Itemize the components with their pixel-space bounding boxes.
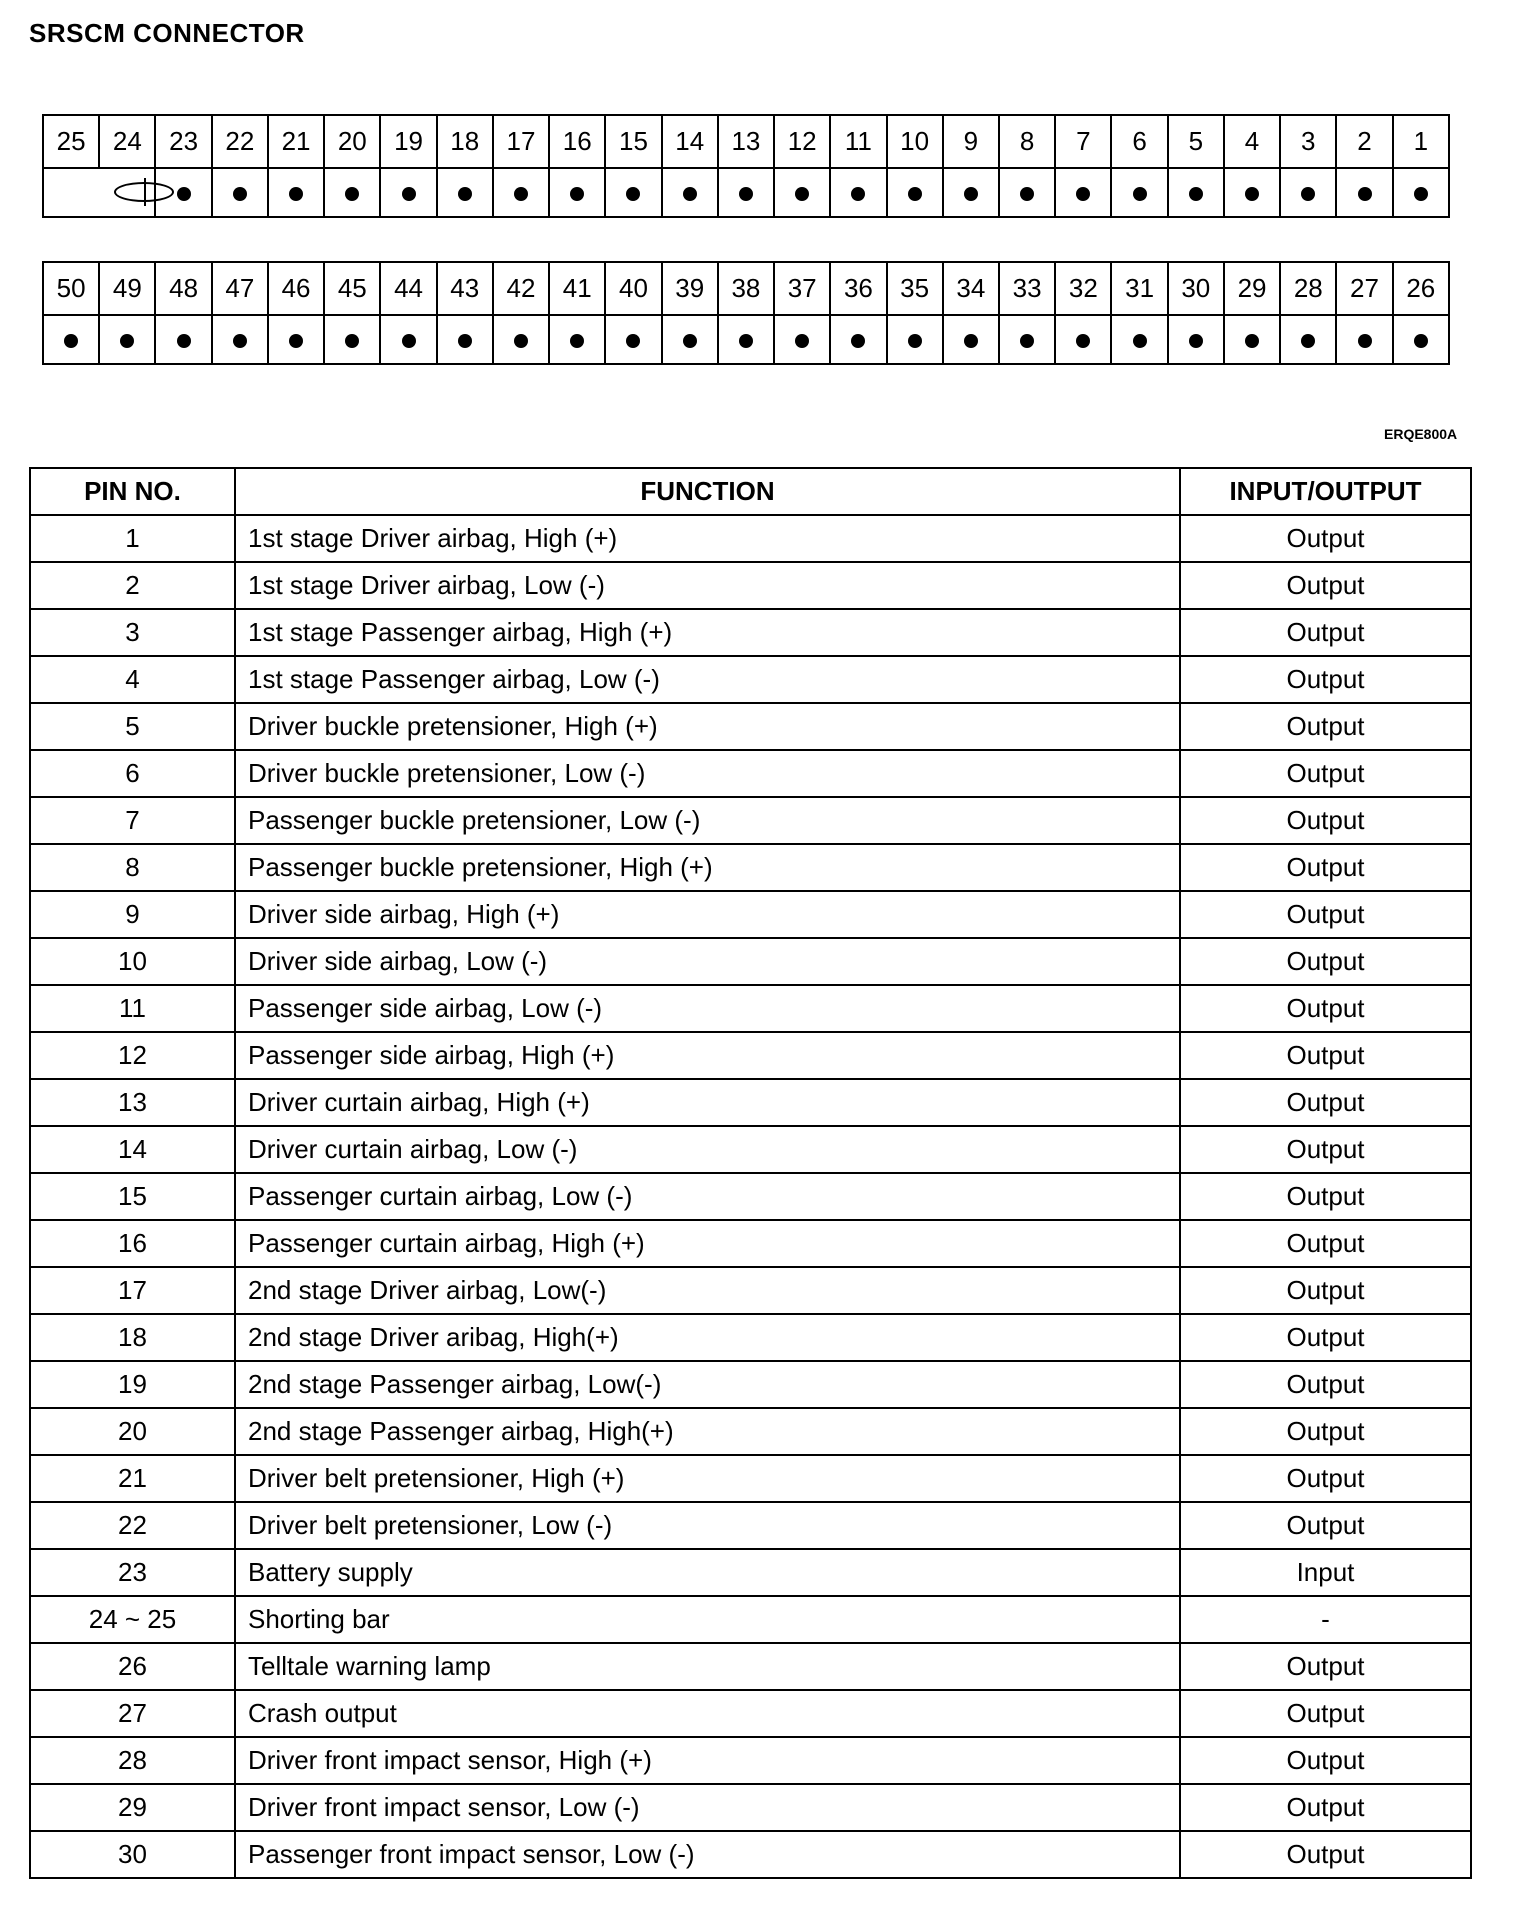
table-row [30, 1408, 1471, 1455]
input-output-cell: Output [1180, 1314, 1471, 1361]
pin-terminal [1393, 315, 1449, 364]
connector-row-2 [42, 261, 1450, 365]
table-row [30, 797, 1471, 844]
function-cell: 2nd stage Driver airbag, Low(-) [235, 1267, 1180, 1314]
connector-pin-number: 33 [999, 262, 1055, 315]
pin-number-cell: 30 [30, 1831, 235, 1878]
connector-pin-number: 22 [212, 115, 268, 168]
function-cell: Driver buckle pretensioner, High (+) [235, 703, 1180, 750]
pin-dot-icon [1189, 187, 1203, 201]
pin-terminal [212, 168, 268, 217]
pin-terminal [324, 315, 380, 364]
input-output-cell: Output [1180, 656, 1471, 703]
pin-dot-icon [964, 334, 978, 348]
pin-terminal [605, 315, 661, 364]
pin-number-cell: 13 [30, 1079, 235, 1126]
connector-pin-number: 48 [155, 262, 211, 315]
pin-dot-icon [120, 334, 134, 348]
function-cell: 1st stage Driver airbag, Low (-) [235, 562, 1180, 609]
connector-pin-number: 17 [493, 115, 549, 168]
pin-dot-icon [851, 187, 865, 201]
function-header: FUNCTION [235, 468, 1180, 515]
input-output-cell: Output [1180, 1502, 1471, 1549]
pin-dot-icon [1245, 187, 1259, 201]
connector-row-1 [42, 114, 1450, 218]
table-row [30, 703, 1471, 750]
pin-terminal [774, 315, 830, 364]
function-cell: Telltale warning lamp [235, 1643, 1180, 1690]
pin-dot-icon [795, 334, 809, 348]
input-output-cell: Output [1180, 1267, 1471, 1314]
table-row [30, 1126, 1471, 1173]
connector-pin-number: 24 [99, 115, 155, 168]
input-output-cell: Output [1180, 1361, 1471, 1408]
input-output-cell: Output [1180, 1784, 1471, 1831]
connector-pin-number: 15 [605, 115, 661, 168]
table-row [30, 1079, 1471, 1126]
input-output-cell: Output [1180, 515, 1471, 562]
input-output-cell: Output [1180, 1032, 1471, 1079]
connector-pin-number: 38 [718, 262, 774, 315]
input-output-cell: Output [1180, 1079, 1471, 1126]
function-cell: Driver curtain airbag, Low (-) [235, 1126, 1180, 1173]
pin-dot-icon [739, 334, 753, 348]
connector-pin-number: 41 [549, 262, 605, 315]
pin-number-cell: 14 [30, 1126, 235, 1173]
input-output-cell: Output [1180, 1831, 1471, 1878]
function-cell: 2nd stage Driver aribag, High(+) [235, 1314, 1180, 1361]
pin-number-cell: 28 [30, 1737, 235, 1784]
pin-terminal [212, 315, 268, 364]
table-row [30, 938, 1471, 985]
pin-dot-icon [1358, 187, 1372, 201]
pin-terminal [1168, 315, 1224, 364]
connector-pin-number: 46 [268, 262, 324, 315]
connector-pin-number: 21 [268, 115, 324, 168]
connector-pin-number: 25 [43, 115, 99, 168]
connector-pin-numbers [43, 262, 1449, 315]
pin-terminal [1111, 168, 1167, 217]
pin-number-cell: 3 [30, 609, 235, 656]
pin-dot-icon [851, 334, 865, 348]
function-cell: Passenger front impact sensor, Low (-) [235, 1831, 1180, 1878]
pin-terminal [830, 315, 886, 364]
function-cell: 2nd stage Passenger airbag, High(+) [235, 1408, 1180, 1455]
pin-terminal [324, 168, 380, 217]
input-output-cell: Input [1180, 1549, 1471, 1596]
pin-number-cell: 16 [30, 1220, 235, 1267]
pin-dot-icon [964, 187, 978, 201]
table-row [30, 1690, 1471, 1737]
connector-pin-number: 26 [1393, 262, 1449, 315]
pin-terminal [887, 168, 943, 217]
connector-pin-number: 6 [1111, 115, 1167, 168]
connector-pin-number: 19 [380, 115, 436, 168]
table-row [30, 1267, 1471, 1314]
function-cell: Driver side airbag, High (+) [235, 891, 1180, 938]
table-row [30, 1596, 1471, 1643]
function-cell: 2nd stage Passenger airbag, Low(-) [235, 1361, 1180, 1408]
input-output-cell: Output [1180, 562, 1471, 609]
pin-terminal [1224, 315, 1280, 364]
input-output-cell: Output [1180, 750, 1471, 797]
pin-dot-icon [739, 187, 753, 201]
table-row [30, 562, 1471, 609]
function-cell: Driver belt pretensioner, High (+) [235, 1455, 1180, 1502]
pin-dot-icon [683, 334, 697, 348]
input-output-cell: Output [1180, 1173, 1471, 1220]
connector-pin-number: 40 [605, 262, 661, 315]
input-output-cell: Output [1180, 1126, 1471, 1173]
table-row [30, 1643, 1471, 1690]
pin-terminal [999, 315, 1055, 364]
pin-dot-icon [1414, 334, 1428, 348]
pin-terminal [1280, 168, 1336, 217]
function-cell: Passenger curtain airbag, Low (-) [235, 1173, 1180, 1220]
input-output-cell: Output [1180, 1408, 1471, 1455]
input-output-cell: Output [1180, 1220, 1471, 1267]
pin-terminal [268, 168, 324, 217]
pin-dot-icon [1301, 187, 1315, 201]
input-output-cell: Output [1180, 1643, 1471, 1690]
pin-dot-icon [1133, 187, 1147, 201]
connector-pin-number: 30 [1168, 262, 1224, 315]
pin-function-table [29, 467, 1472, 1879]
table-row [30, 1361, 1471, 1408]
pin-terminal [437, 315, 493, 364]
table-row [30, 1737, 1471, 1784]
table-row [30, 750, 1471, 797]
pin-terminal [887, 315, 943, 364]
function-cell: 1st stage Passenger airbag, Low (-) [235, 656, 1180, 703]
connector-pin-terminals [43, 315, 1449, 364]
pin-number-cell: 6 [30, 750, 235, 797]
pin-dot-icon [626, 187, 640, 201]
pin-number-cell: 7 [30, 797, 235, 844]
connector-pin-number: 1 [1393, 115, 1449, 168]
pin-dot-icon [289, 334, 303, 348]
pin-number-cell: 1 [30, 515, 235, 562]
pin-terminal [774, 168, 830, 217]
pin-number-cell: 27 [30, 1690, 235, 1737]
connector-pin-number: 14 [662, 115, 718, 168]
pin-terminal [662, 168, 718, 217]
function-cell: Passenger curtain airbag, High (+) [235, 1220, 1180, 1267]
pin-dot-icon [458, 334, 472, 348]
input-output-cell: Output [1180, 891, 1471, 938]
connector-pin-number: 23 [155, 115, 211, 168]
pin-number-cell: 23 [30, 1549, 235, 1596]
connector-pin-number: 27 [1336, 262, 1392, 315]
function-cell: Passenger buckle pretensioner, High (+) [235, 844, 1180, 891]
connector-pin-number: 8 [999, 115, 1055, 168]
pin-terminal [549, 168, 605, 217]
pin-dot-icon [402, 334, 416, 348]
table-row [30, 891, 1471, 938]
pin-terminal [943, 315, 999, 364]
pin-dot-icon [514, 187, 528, 201]
pin-number-cell: 10 [30, 938, 235, 985]
connector-pin-number: 49 [99, 262, 155, 315]
connector-pin-number: 35 [887, 262, 943, 315]
pin-terminal [605, 168, 661, 217]
connector-pin-number: 11 [830, 115, 886, 168]
function-cell: Shorting bar [235, 1596, 1180, 1643]
function-cell: Battery supply [235, 1549, 1180, 1596]
function-cell: Driver side airbag, Low (-) [235, 938, 1180, 985]
connector-pin-number: 50 [43, 262, 99, 315]
pin-number-cell: 4 [30, 656, 235, 703]
input-output-header: INPUT/OUTPUT [1180, 468, 1471, 515]
input-output-cell: Output [1180, 1737, 1471, 1784]
pin-terminal [1393, 168, 1449, 217]
input-output-cell: Output [1180, 703, 1471, 750]
connector-pin-number: 45 [324, 262, 380, 315]
pin-terminal [380, 168, 436, 217]
connector-pin-number: 7 [1055, 115, 1111, 168]
pin-terminal [1336, 168, 1392, 217]
connector-pin-number: 13 [718, 115, 774, 168]
table-row [30, 1502, 1471, 1549]
pin-dot-icon [683, 187, 697, 201]
function-cell: Driver belt pretensioner, Low (-) [235, 1502, 1180, 1549]
connector-pin-number: 9 [943, 115, 999, 168]
pin-number-cell: 29 [30, 1784, 235, 1831]
pin-number-cell: 24 ~ 25 [30, 1596, 235, 1643]
connector-pin-number: 18 [437, 115, 493, 168]
pin-terminal [493, 168, 549, 217]
table-row [30, 515, 1471, 562]
connector-pin-terminals [43, 168, 1449, 217]
pin-dot-icon [514, 334, 528, 348]
pin-number-cell: 21 [30, 1455, 235, 1502]
pin-terminal [1055, 168, 1111, 217]
table-row [30, 656, 1471, 703]
pin-terminal [268, 315, 324, 364]
pin-dot-icon [795, 187, 809, 201]
function-cell: Driver front impact sensor, High (+) [235, 1737, 1180, 1784]
table-header-row [30, 468, 1471, 515]
pin-terminal [1111, 315, 1167, 364]
pin-dot-icon [1020, 187, 1034, 201]
connector-pin-number: 5 [1168, 115, 1224, 168]
pin-number-cell: 26 [30, 1643, 235, 1690]
shorting-bar-terminal [43, 168, 155, 217]
pin-terminal [1280, 315, 1336, 364]
table-row [30, 1032, 1471, 1079]
table-row [30, 1831, 1471, 1878]
pin-terminal [549, 315, 605, 364]
function-cell: Driver curtain airbag, High (+) [235, 1079, 1180, 1126]
pin-terminal [1336, 315, 1392, 364]
pin-dot-icon [345, 334, 359, 348]
pin-terminal [662, 315, 718, 364]
pin-dot-icon [345, 187, 359, 201]
input-output-cell: - [1180, 1596, 1471, 1643]
connector-pin-number: 28 [1280, 262, 1336, 315]
pin-terminal [43, 315, 99, 364]
pin-number-cell: 20 [30, 1408, 235, 1455]
input-output-cell: Output [1180, 985, 1471, 1032]
connector-pin-number: 37 [774, 262, 830, 315]
connector-pin-number: 31 [1111, 262, 1167, 315]
connector-pin-number: 43 [437, 262, 493, 315]
pin-dot-icon [1358, 334, 1372, 348]
pin-number-cell: 18 [30, 1314, 235, 1361]
figure-code: ERQE800A [1384, 426, 1458, 442]
input-output-cell: Output [1180, 797, 1471, 844]
pin-dot-icon [1076, 187, 1090, 201]
pin-terminal [830, 168, 886, 217]
table-row [30, 1784, 1471, 1831]
connector-pin-number: 42 [493, 262, 549, 315]
pin-dot-icon [458, 187, 472, 201]
connector-pin-number: 34 [943, 262, 999, 315]
function-cell: Passenger side airbag, High (+) [235, 1032, 1180, 1079]
pin-dot-icon [177, 187, 191, 201]
table-row [30, 609, 1471, 656]
pin-dot-icon [177, 334, 191, 348]
pin-number-cell: 12 [30, 1032, 235, 1079]
input-output-cell: Output [1180, 609, 1471, 656]
input-output-cell: Output [1180, 1455, 1471, 1502]
pin-dot-icon [402, 187, 416, 201]
table-row [30, 1314, 1471, 1361]
pin-number-cell: 5 [30, 703, 235, 750]
pin-number-cell: 22 [30, 1502, 235, 1549]
pin-terminal [1224, 168, 1280, 217]
input-output-cell: Output [1180, 938, 1471, 985]
pin-terminal [437, 168, 493, 217]
function-cell: 1st stage Passenger airbag, High (+) [235, 609, 1180, 656]
function-cell: Driver front impact sensor, Low (-) [235, 1784, 1180, 1831]
table-row [30, 1173, 1471, 1220]
pin-number-cell: 2 [30, 562, 235, 609]
page-title: SRSCM CONNECTOR [29, 18, 305, 48]
pin-terminal [1055, 315, 1111, 364]
pin-number-cell: 15 [30, 1173, 235, 1220]
pin-dot-icon [570, 187, 584, 201]
connector-pin-number: 10 [887, 115, 943, 168]
table-row [30, 1220, 1471, 1267]
pin-number-cell: 11 [30, 985, 235, 1032]
function-cell: Passenger buckle pretensioner, Low (-) [235, 797, 1180, 844]
pin-terminal [718, 168, 774, 217]
pin-dot-icon [626, 334, 640, 348]
function-cell: Driver buckle pretensioner, Low (-) [235, 750, 1180, 797]
function-cell: 1st stage Driver airbag, High (+) [235, 515, 1180, 562]
pin-number-cell: 9 [30, 891, 235, 938]
pin-terminal [493, 315, 549, 364]
connector-pin-number: 32 [1055, 262, 1111, 315]
pin-terminal [99, 315, 155, 364]
pin-no-header: PIN NO. [30, 468, 235, 515]
table-row [30, 1549, 1471, 1596]
table-row [30, 1455, 1471, 1502]
pin-terminal [155, 315, 211, 364]
table-row [30, 844, 1471, 891]
pin-terminal [1168, 168, 1224, 217]
pin-dot-icon [570, 334, 584, 348]
pin-dot-icon [1245, 334, 1259, 348]
table-row [30, 985, 1471, 1032]
connector-pin-number: 29 [1224, 262, 1280, 315]
connector-pin-numbers [43, 115, 1449, 168]
pin-dot-icon [908, 334, 922, 348]
pin-dot-icon [1414, 187, 1428, 201]
pin-dot-icon [1301, 334, 1315, 348]
connector-pin-number: 20 [324, 115, 380, 168]
pin-terminal [718, 315, 774, 364]
function-cell: Passenger side airbag, Low (-) [235, 985, 1180, 1032]
pin-dot-icon [289, 187, 303, 201]
pin-dot-icon [908, 187, 922, 201]
pin-dot-icon [64, 334, 78, 348]
pin-dot-icon [1020, 334, 1034, 348]
connector-pin-number: 3 [1280, 115, 1336, 168]
pin-terminal [380, 315, 436, 364]
pin-dot-icon [1133, 334, 1147, 348]
pin-number-cell: 8 [30, 844, 235, 891]
connector-pin-number: 2 [1336, 115, 1392, 168]
pin-dot-icon [233, 334, 247, 348]
connector-pin-number: 12 [774, 115, 830, 168]
pin-dot-icon [1076, 334, 1090, 348]
pin-dot-icon [233, 187, 247, 201]
connector-pin-number: 39 [662, 262, 718, 315]
connector-pin-number: 44 [380, 262, 436, 315]
pin-dot-icon [1189, 334, 1203, 348]
pin-number-cell: 19 [30, 1361, 235, 1408]
pin-terminal [999, 168, 1055, 217]
function-cell: Crash output [235, 1690, 1180, 1737]
pin-terminal [943, 168, 999, 217]
connector-pin-number: 47 [212, 262, 268, 315]
connector-pin-number: 36 [830, 262, 886, 315]
shorting-bar-divider [144, 178, 146, 206]
pin-number-cell: 17 [30, 1267, 235, 1314]
input-output-cell: Output [1180, 844, 1471, 891]
input-output-cell: Output [1180, 1690, 1471, 1737]
connector-pin-number: 16 [549, 115, 605, 168]
connector-pin-number: 4 [1224, 115, 1280, 168]
